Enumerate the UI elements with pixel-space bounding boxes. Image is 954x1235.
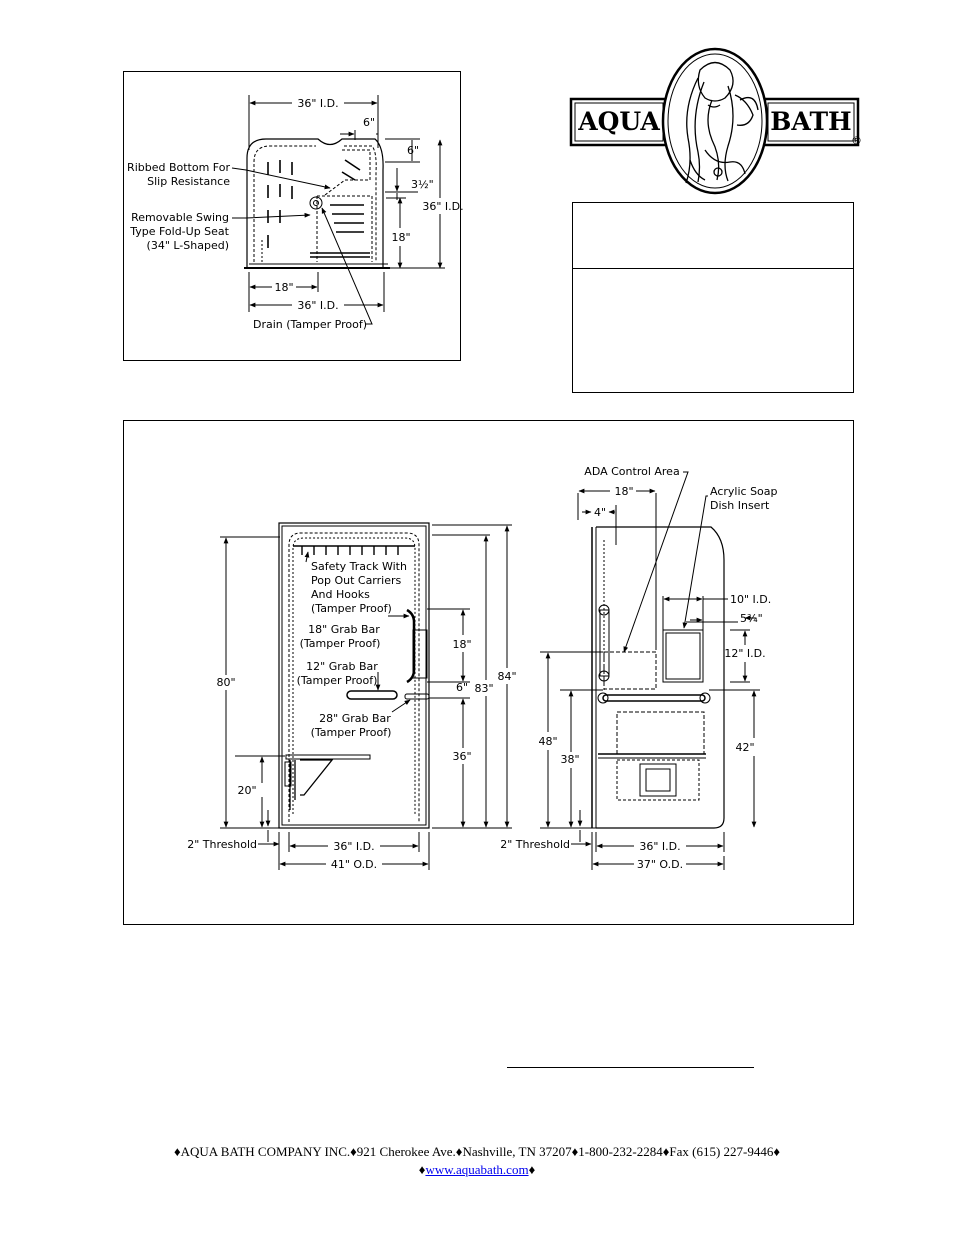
- logo-right-text: BATH: [770, 107, 852, 136]
- front-threshold: 2" Threshold: [187, 838, 257, 851]
- side-soap-label-2: Dish Insert: [710, 499, 770, 512]
- side-dim-5-75: 5¾": [740, 612, 763, 625]
- front-grab18-1: 18" Grab Bar: [308, 623, 380, 636]
- front-grab28-1: 28" Grab Bar: [319, 712, 391, 725]
- side-dim-10id: 10" I.D.: [730, 593, 772, 606]
- front-grab18-2: (Tamper Proof): [299, 637, 381, 650]
- front-safety-track-1: Safety Track With: [311, 560, 407, 573]
- side-dim-18: 18": [614, 485, 634, 498]
- plan-view-drawing: [232, 95, 445, 324]
- side-dim-36id: 36" I.D.: [639, 840, 681, 853]
- side-dim-42: 42": [735, 741, 755, 754]
- plan-dim-three-half: 3½": [411, 178, 434, 191]
- side-elevation-drawing: [540, 472, 760, 870]
- side-dim-37od: 37" O.D.: [636, 858, 684, 871]
- plan-seat-label-2: Type Fold-Up Seat: [130, 225, 229, 238]
- front-dim-36: 36": [452, 750, 472, 763]
- side-dim-4: 4": [593, 506, 607, 519]
- front-grab28-2: (Tamper Proof): [310, 726, 392, 739]
- logo-left-text: AQUA: [578, 107, 660, 136]
- front-dim-18: 18": [452, 638, 472, 651]
- plan-seat-label-3: (34" L-Shaped): [146, 239, 229, 252]
- footer-website-row: [0, 1162, 954, 1178]
- front-dim-36id: 36" I.D.: [333, 840, 375, 853]
- side-ada-label: ADA Control Area: [584, 465, 680, 478]
- side-threshold: 2" Threshold: [500, 838, 570, 851]
- website-link[interactable]: www.aquabath.com: [425, 1162, 529, 1177]
- footer-address: ♦AQUA BATH COMPANY INC.♦921 Cherokee Ave.♦Nashville, TN 37207♦1-800-232-2284♦Fax (615) 227-9446♦: [174, 1144, 780, 1159]
- signature-line: [507, 1067, 754, 1068]
- front-dim-83: 83": [474, 682, 494, 695]
- front-dim-6: 6": [455, 681, 469, 694]
- plan-dim-side-6: 6": [406, 144, 420, 157]
- footer-diamond-right: ♦: [528, 1162, 536, 1177]
- footer-diamond-left: ♦: [418, 1162, 426, 1177]
- plan-dim-bottom-width: 36" I.D.: [297, 299, 339, 312]
- side-dim-48: 48": [538, 735, 558, 748]
- side-soap-label-1: Acrylic Soap: [710, 485, 778, 498]
- plan-dim-bottom-18: 18": [274, 281, 294, 294]
- front-safety-track-3: And Hooks: [311, 588, 370, 601]
- front-dim-20: 20": [237, 784, 257, 797]
- side-dim-38: 38": [560, 753, 580, 766]
- front-safety-track-2: Pop Out Carriers: [311, 574, 402, 587]
- front-grab12-2: (Tamper Proof): [296, 674, 378, 687]
- plan-drain-label: Drain (Tamper Proof): [252, 318, 368, 331]
- registered-mark: ®: [851, 134, 862, 147]
- side-dim-12id: 12" I.D.: [724, 647, 766, 660]
- aqua-bath-logo: [571, 49, 862, 193]
- front-grab12-1: 12" Grab Bar: [306, 660, 378, 673]
- plan-dim-top-width: 36" I.D.: [297, 97, 339, 110]
- front-dim-41od: 41" O.D.: [330, 858, 378, 871]
- plan-ribbed-label-2: Slip Resistance: [147, 175, 230, 188]
- front-dim-84: 84": [497, 670, 517, 683]
- plan-dim-top-6: 6": [362, 116, 376, 129]
- plan-dim-right-18: 18": [391, 231, 411, 244]
- plan-seat-label-1: Removable Swing: [131, 211, 229, 224]
- front-dim-80: 80": [216, 676, 236, 689]
- plan-ribbed-label-1: Ribbed Bottom For: [127, 161, 230, 174]
- plan-dim-right-depth: 36" I.D.: [422, 200, 464, 213]
- front-safety-track-4: (Tamper Proof): [311, 602, 392, 615]
